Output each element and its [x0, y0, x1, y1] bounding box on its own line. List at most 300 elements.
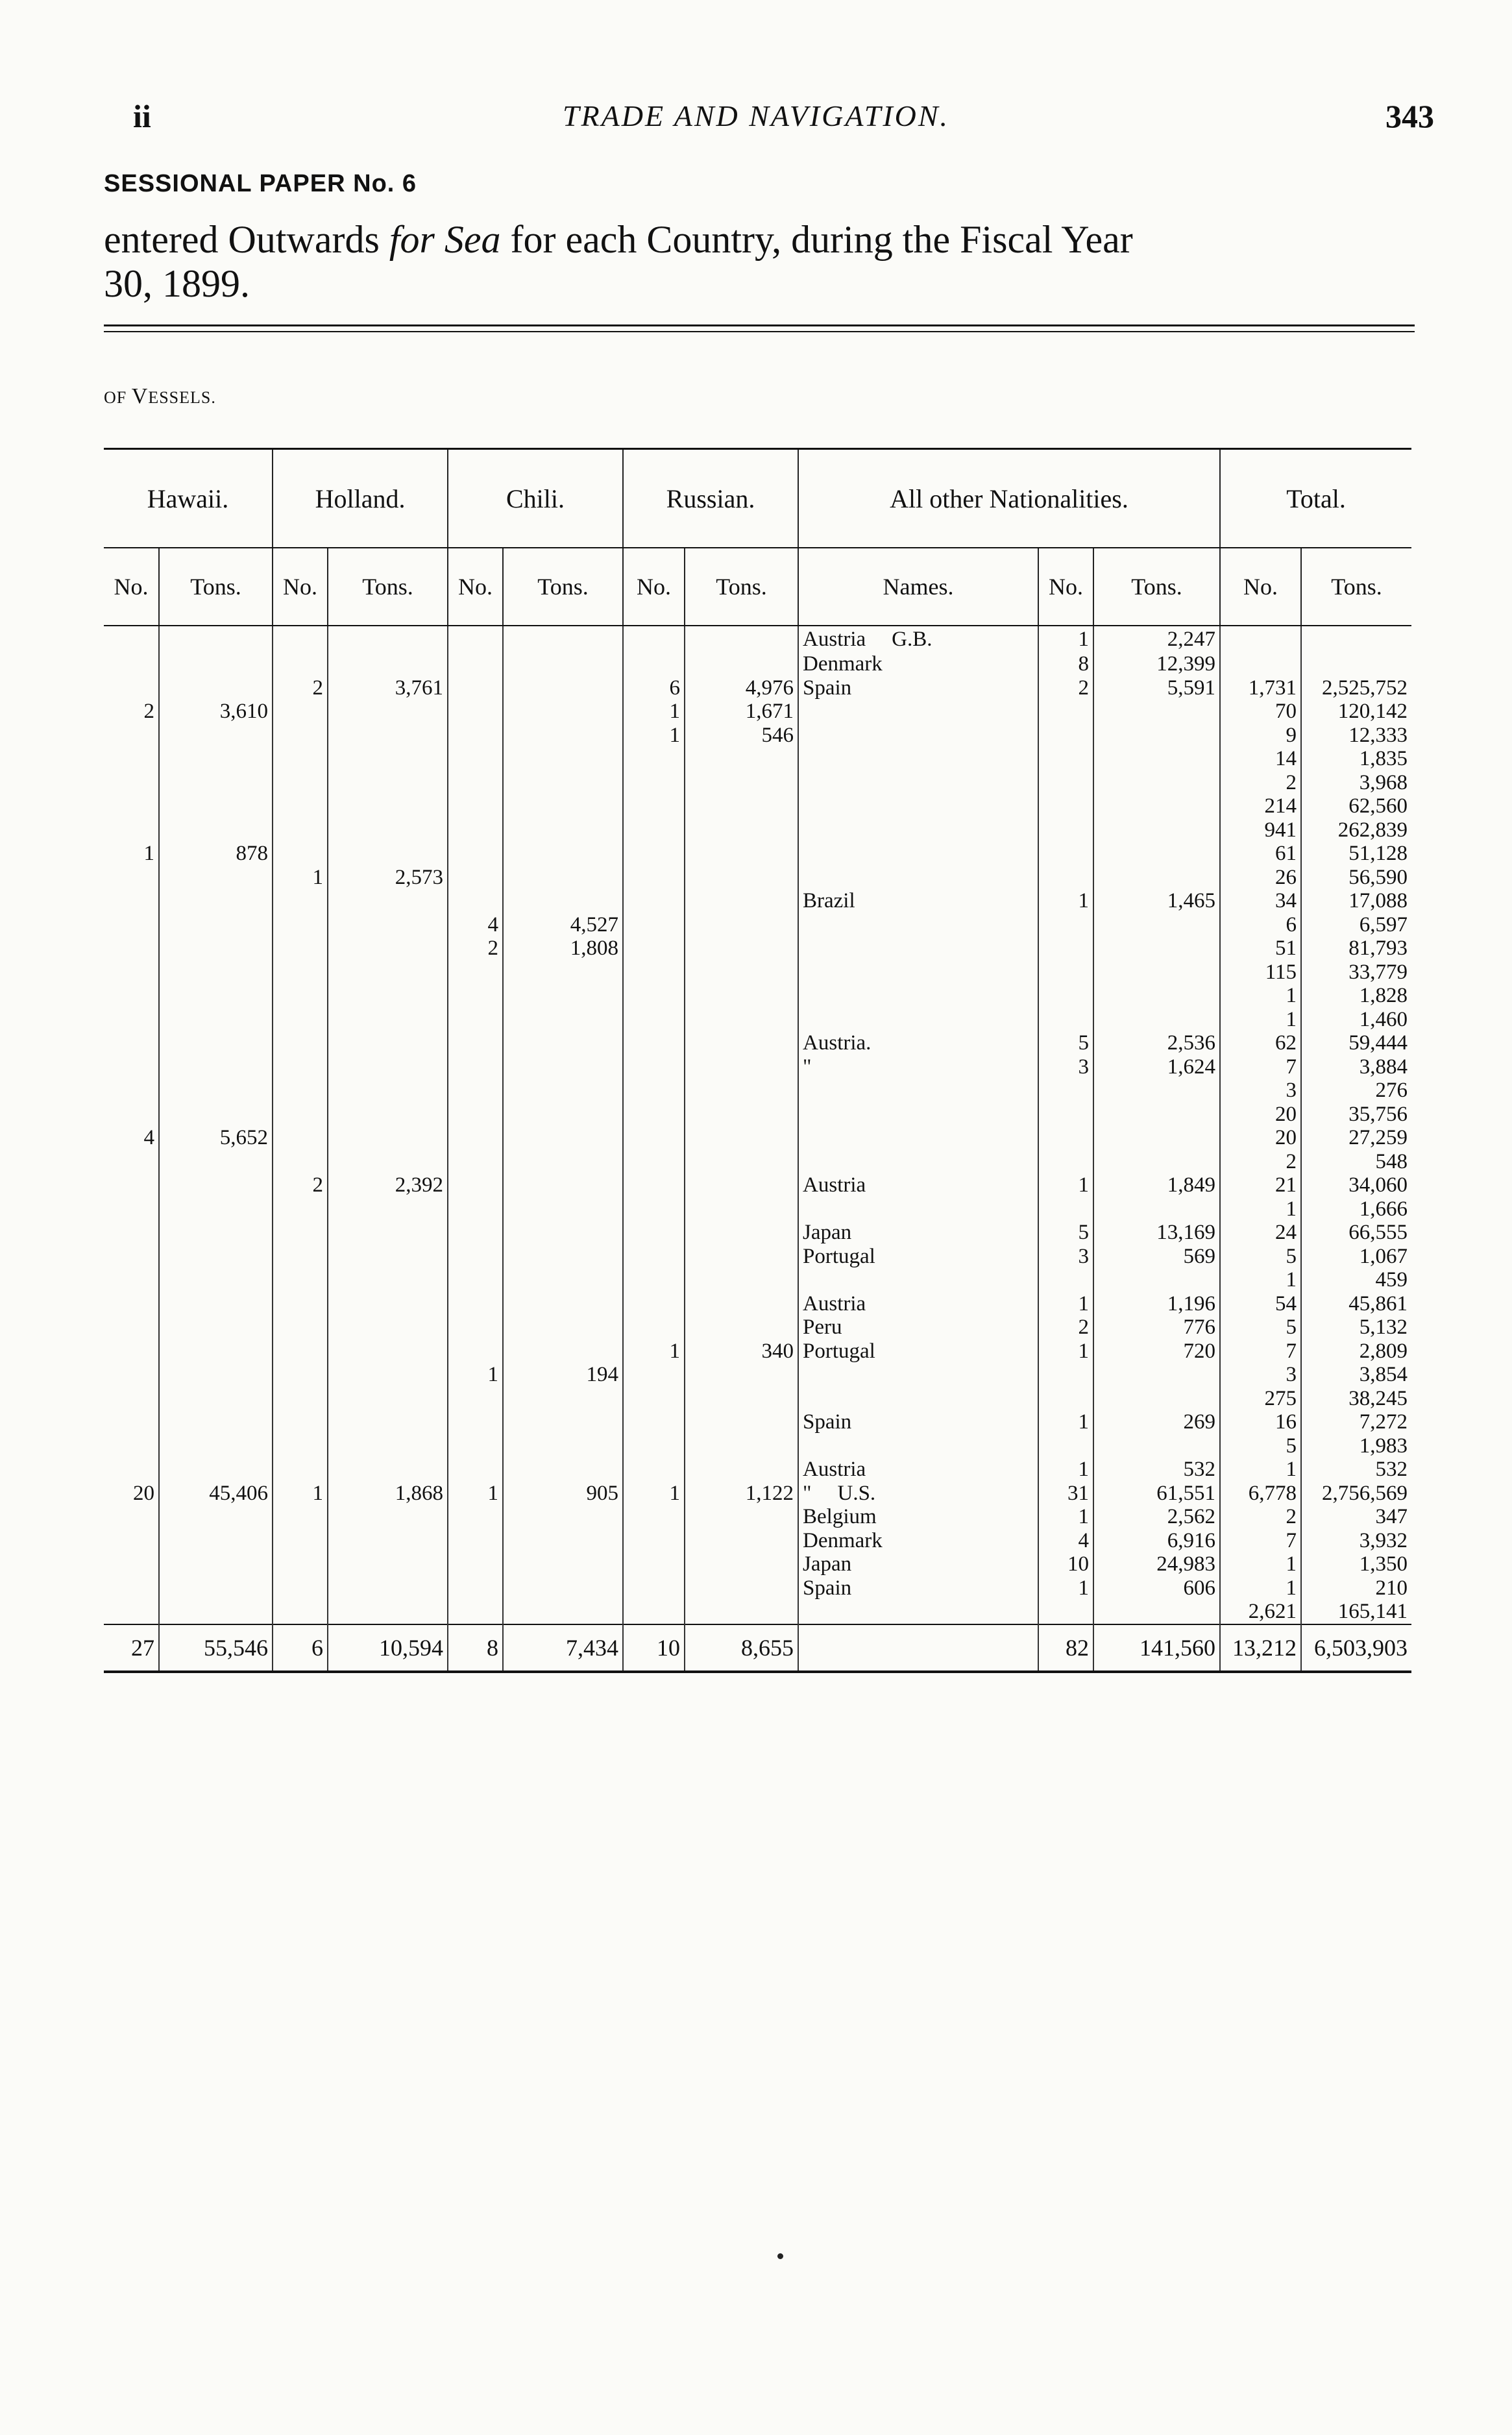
total-cell: 6,503,903 [1301, 1624, 1411, 1672]
table-cell [159, 1315, 273, 1340]
table-cell [798, 1268, 1038, 1292]
table-cell [104, 1292, 159, 1316]
table-cell [1038, 747, 1093, 771]
column-header: No. [273, 548, 328, 626]
column-header: Tons. [159, 548, 273, 626]
table-cell [1093, 747, 1220, 771]
table-cell: 4 [448, 913, 503, 937]
table-cell: 81,793 [1301, 936, 1411, 961]
table-cell [104, 1576, 159, 1600]
table-cell: 2,392 [328, 1173, 448, 1197]
table-cell: 1 [448, 1363, 503, 1387]
table-cell [685, 1197, 798, 1221]
table-cell [328, 1126, 448, 1150]
table-cell [448, 1387, 503, 1411]
table-cell [328, 1055, 448, 1079]
table-cell [798, 1434, 1038, 1458]
table-cell [1093, 1103, 1220, 1127]
table-cell [273, 1600, 328, 1624]
table-cell: 13,169 [1093, 1221, 1220, 1245]
table-cell [685, 771, 798, 795]
table-cell [159, 1552, 273, 1576]
table-cell [104, 1552, 159, 1576]
table-cell [273, 1103, 328, 1127]
table-cell [104, 724, 159, 748]
table-cell [1038, 1008, 1093, 1032]
table-cell [798, 1197, 1038, 1221]
table-cell [448, 866, 503, 890]
table-cell [273, 1340, 328, 1364]
table-cell: 17,088 [1301, 889, 1411, 913]
table-cell: 6,778 [1220, 1482, 1301, 1506]
column-header: No. [623, 548, 685, 626]
table-cell [685, 913, 798, 937]
table-cell: 3,610 [159, 700, 273, 724]
table-cell: 61,551 [1093, 1482, 1220, 1506]
table-cell [503, 652, 623, 676]
table-row [104, 1529, 1411, 1553]
table-cell: 1 [623, 700, 685, 724]
table-cell [503, 1079, 623, 1103]
table-cell [685, 1008, 798, 1032]
table-cell [503, 1150, 623, 1174]
table-cell [159, 1103, 273, 1127]
table-cell: Spain [798, 676, 1038, 700]
column-header: No. [1038, 548, 1093, 626]
table-cell [328, 1008, 448, 1032]
group-chili: Chili. [448, 449, 623, 548]
table-cell: 5 [1220, 1434, 1301, 1458]
trade-table [104, 448, 1411, 1673]
table-cell: 1 [1038, 1576, 1093, 1600]
table-cell: 20 [1220, 1103, 1301, 1127]
table-cell: 1,624 [1093, 1055, 1220, 1079]
table-cell [328, 700, 448, 724]
table-cell [104, 1458, 159, 1482]
table-cell [1038, 961, 1093, 985]
country-name: " [803, 1481, 812, 1505]
table-cell [623, 818, 685, 842]
table-row [104, 1173, 1411, 1197]
table-cell [104, 1410, 159, 1434]
table-cell [448, 1410, 503, 1434]
table-cell [1093, 866, 1220, 890]
table-cell [273, 1363, 328, 1387]
table-cell: 1,868 [328, 1482, 448, 1506]
table-cell [273, 771, 328, 795]
table-cell [448, 1576, 503, 1600]
table-cell [623, 1410, 685, 1434]
table-cell: 1 [1038, 1292, 1093, 1316]
table-cell [685, 1458, 798, 1482]
table-cell [328, 1387, 448, 1411]
table-cell [685, 818, 798, 842]
table-cell [1038, 1387, 1093, 1411]
table-cell [1038, 984, 1093, 1008]
table-row [104, 1340, 1411, 1364]
table-cell: 20 [133, 1481, 154, 1505]
table-cell [159, 626, 273, 652]
table-cell [273, 1552, 328, 1576]
table-cell [328, 1552, 448, 1576]
table-cell: 34,060 [1301, 1173, 1411, 1197]
table-cell: 275 [1220, 1387, 1301, 1411]
table-cell: 262,839 [1301, 818, 1411, 842]
table-cell [798, 1079, 1038, 1103]
table-cell [685, 842, 798, 866]
table-row [104, 936, 1411, 961]
total-cell [798, 1624, 1038, 1672]
table-cell [273, 794, 328, 818]
table-cell [685, 747, 798, 771]
table-cell: 776 [1093, 1315, 1220, 1340]
table-row [104, 1103, 1411, 1127]
table-cell [448, 1268, 503, 1292]
table-row [104, 626, 1411, 652]
stray-mark [777, 2253, 783, 2259]
group-russian: Russian. [623, 449, 798, 548]
table-cell: 194 [503, 1363, 623, 1387]
table-cell [503, 1315, 623, 1340]
table-cell [623, 1055, 685, 1079]
table-cell [273, 1031, 328, 1055]
table-cell [273, 1126, 328, 1150]
table-cell: 2,562 [1093, 1505, 1220, 1529]
table-cell [1093, 842, 1220, 866]
table-cell [798, 818, 1038, 842]
table-cell [273, 626, 328, 652]
subtitle-post: for each Country, during the Fiscal Year [500, 218, 1133, 261]
table-cell [503, 1529, 623, 1553]
table-cell: 12,399 [1093, 652, 1220, 676]
table-cell [1038, 1150, 1093, 1174]
table-cell [685, 652, 798, 676]
table-cell [623, 1079, 685, 1103]
table-cell [1220, 652, 1301, 676]
table-cell [1093, 1008, 1220, 1032]
group-header-row [104, 449, 1411, 548]
table-row [104, 961, 1411, 985]
table-cell: 9 [1220, 724, 1301, 748]
table-cell: 1,196 [1093, 1292, 1220, 1316]
table-cell [623, 1150, 685, 1174]
table-cell: 70 [1220, 700, 1301, 724]
table-cell [273, 700, 328, 724]
sub-header-row [104, 548, 1411, 626]
column-header: Names. [798, 548, 1038, 626]
table-cell [503, 1008, 623, 1032]
table-cell [798, 984, 1038, 1008]
table-cell [104, 747, 159, 771]
table-cell [623, 1245, 685, 1269]
table-cell [503, 1103, 623, 1127]
table-cell [798, 1150, 1038, 1174]
table-cell [685, 984, 798, 1008]
table-cell: 45,406 [159, 1482, 273, 1506]
nationality-marker: U.S. [837, 1481, 876, 1505]
table-cell [685, 1268, 798, 1292]
table-cell [328, 1505, 448, 1529]
table-cell [623, 866, 685, 890]
table-cell [503, 984, 623, 1008]
table-cell [1038, 818, 1093, 842]
table-cell [448, 818, 503, 842]
total-cell: 55,546 [159, 1624, 273, 1672]
table-cell [448, 1340, 503, 1364]
table-row [104, 1245, 1411, 1269]
table-cell [1093, 1197, 1220, 1221]
table-cell [685, 1529, 798, 1553]
table-cell: 905 [503, 1482, 623, 1506]
table-cell: 2 [1038, 1315, 1093, 1340]
table-row [104, 771, 1411, 795]
table-cell [503, 1600, 623, 1624]
table-cell [685, 1245, 798, 1269]
table-cell: 1 [1220, 1197, 1301, 1221]
table-cell [328, 1576, 448, 1600]
table-cell [159, 1529, 273, 1553]
table-cell [448, 1529, 503, 1553]
table-cell [159, 1173, 273, 1197]
table-cell [328, 1600, 448, 1624]
table-cell [448, 1434, 503, 1458]
table-cell [1038, 1268, 1093, 1292]
table-cell [448, 1552, 503, 1576]
subtitle-for: for [389, 218, 435, 261]
page-marker-left: ii [133, 98, 151, 134]
table-row [104, 1410, 1411, 1434]
table-cell: 5 [1220, 1315, 1301, 1340]
table-cell [448, 842, 503, 866]
table-cell: 1 [1220, 1458, 1301, 1482]
table-cell [623, 1268, 685, 1292]
table-cell [1301, 652, 1411, 676]
table-row [104, 1221, 1411, 1245]
table-cell: 7 [1220, 1529, 1301, 1553]
sessional-paper-label: SESSIONAL PAPER No. 6 [104, 170, 417, 197]
group-other: All other Nationalities. [798, 449, 1220, 548]
table-cell [798, 1363, 1038, 1387]
table-row [104, 1505, 1411, 1529]
table-cell: 2 [1220, 771, 1301, 795]
table-row [104, 724, 1411, 748]
table-cell [328, 1434, 448, 1458]
table-cell: Belgium [798, 1505, 1038, 1529]
table-cell [273, 1055, 328, 1079]
table-row [104, 1482, 1411, 1506]
table-cell [685, 1292, 798, 1316]
running-title: TRADE AND NAVIGATION. [562, 99, 950, 132]
table-cell [104, 1363, 159, 1387]
table-cell [1093, 1150, 1220, 1174]
table-cell [685, 794, 798, 818]
nationality-marker: G.B. [892, 628, 933, 651]
table-cell: 3,854 [1301, 1363, 1411, 1387]
table-cell [1093, 936, 1220, 961]
table-cell: 120,142 [1301, 700, 1411, 724]
table-cell [798, 724, 1038, 748]
table-row [104, 1315, 1411, 1340]
table-cell: Denmark [798, 652, 1038, 676]
table-cell: 1 [623, 1340, 685, 1364]
table-cell [503, 1410, 623, 1434]
table-cell [503, 700, 623, 724]
table-cell: 2 [273, 1173, 328, 1197]
table-cell [798, 936, 1038, 961]
table-cell [623, 1576, 685, 1600]
table-cell: 1 [1038, 1505, 1093, 1529]
table-row [104, 1150, 1411, 1174]
subtitle-line2: 30, 1899. [104, 262, 250, 305]
table-cell: 1 [143, 842, 154, 866]
table-cell: 66,555 [1301, 1221, 1411, 1245]
table-cell [328, 913, 448, 937]
table-cell: 569 [1093, 1245, 1220, 1269]
table-cell [798, 1126, 1038, 1150]
table-cell [503, 818, 623, 842]
table-cell [685, 1552, 798, 1576]
table-cell: 2 [1220, 1505, 1301, 1529]
table-cell [1093, 771, 1220, 795]
table-cell [623, 1505, 685, 1529]
table-cell [328, 1458, 448, 1482]
group-total: Total. [1220, 449, 1411, 548]
table-cell [1038, 866, 1093, 890]
table-cell [273, 1576, 328, 1600]
table-cell: 4,976 [685, 676, 798, 700]
table-cell [159, 1576, 273, 1600]
table-cell [685, 866, 798, 890]
table-cell [159, 1410, 273, 1434]
table-cell [685, 961, 798, 985]
table-cell [623, 889, 685, 913]
table-row [104, 1079, 1411, 1103]
table-cell [623, 652, 685, 676]
table-row [104, 1552, 1411, 1576]
table-cell [685, 1576, 798, 1600]
table-cell [503, 1245, 623, 1269]
table-cell [623, 1197, 685, 1221]
table-cell [104, 866, 159, 890]
table-cell [159, 818, 273, 842]
table-cell [159, 1600, 273, 1624]
table-cell [159, 771, 273, 795]
table-cell [159, 1150, 273, 1174]
table-cell [503, 724, 623, 748]
table-cell [159, 1434, 273, 1458]
table-cell [328, 1245, 448, 1269]
table-cell [104, 1008, 159, 1032]
table-cell [1093, 913, 1220, 937]
table-cell [159, 652, 273, 676]
table-cell [623, 1292, 685, 1316]
table-cell [503, 1340, 623, 1364]
table-cell [104, 1103, 159, 1127]
table-cell [159, 1245, 273, 1269]
table-cell [685, 1600, 798, 1624]
table-cell: 16 [1220, 1410, 1301, 1434]
table-cell [798, 961, 1038, 985]
table-cell [503, 1576, 623, 1600]
table-row [104, 1434, 1411, 1458]
table-cell [1093, 1079, 1220, 1103]
table-cell: 5 [1038, 1221, 1093, 1245]
table-row [104, 1576, 1411, 1600]
subtitle-sea: Sea [444, 218, 501, 261]
total-cell: 6 [273, 1624, 328, 1672]
table-cell [503, 961, 623, 985]
table-cell [1093, 961, 1220, 985]
table-cell [623, 936, 685, 961]
table-cell [328, 771, 448, 795]
table-cell [1038, 1103, 1093, 1127]
table-cell [685, 1079, 798, 1103]
table-cell: 1,067 [1301, 1245, 1411, 1269]
table-cell: Brazil [798, 889, 1038, 913]
table-cell: 941 [1220, 818, 1301, 842]
table-row [104, 1031, 1411, 1055]
table-cell [448, 1031, 503, 1055]
column-header: Tons. [503, 548, 623, 626]
subtitle-pre: entered Outwards [104, 218, 380, 261]
table-cell [448, 1079, 503, 1103]
table-cell: 1,465 [1093, 889, 1220, 913]
total-cell: 8,655 [685, 1624, 798, 1672]
country-name: Austria [803, 628, 866, 651]
table-cell [159, 1079, 273, 1103]
table-cell: 2,525,752 [1301, 676, 1411, 700]
table-cell [104, 889, 159, 913]
table-cell: 10 [1038, 1552, 1093, 1576]
total-cell: 141,560 [1093, 1624, 1220, 1672]
table-cell: 2,809 [1301, 1340, 1411, 1364]
table-cell [623, 1008, 685, 1032]
total-row [104, 1624, 1411, 1672]
table-cell [448, 1315, 503, 1340]
group-holland: Holland. [273, 449, 448, 548]
page-number: 343 [1385, 98, 1434, 134]
table-cell [623, 961, 685, 985]
table-cell: 1,122 [685, 1482, 798, 1506]
table-cell [503, 1387, 623, 1411]
table-cell [273, 747, 328, 771]
table-cell [159, 889, 273, 913]
table-cell [273, 1458, 328, 1482]
table-cell [159, 866, 273, 890]
table-cell [104, 1434, 159, 1458]
table-cell [159, 676, 273, 700]
table-cell: 56,590 [1301, 866, 1411, 890]
table-cell: Spain [798, 1576, 1038, 1600]
table-row [104, 1268, 1411, 1292]
table-cell [623, 1600, 685, 1624]
table-cell [159, 1505, 273, 1529]
table-cell [1093, 1434, 1220, 1458]
table-cell [1093, 818, 1220, 842]
table-row [104, 1197, 1411, 1221]
table-cell: 4 [143, 1126, 154, 1150]
table-cell [448, 1173, 503, 1197]
table-cell: Denmark [798, 1529, 1038, 1553]
table-cell [685, 1387, 798, 1411]
table-cell [1220, 626, 1301, 652]
table-cell: 276 [1301, 1079, 1411, 1103]
table-row [104, 1600, 1411, 1624]
table-cell [798, 1600, 1038, 1624]
table-cell: 1 [1038, 889, 1093, 913]
table-cell: 21 [1220, 1173, 1301, 1197]
table-cell [328, 1031, 448, 1055]
